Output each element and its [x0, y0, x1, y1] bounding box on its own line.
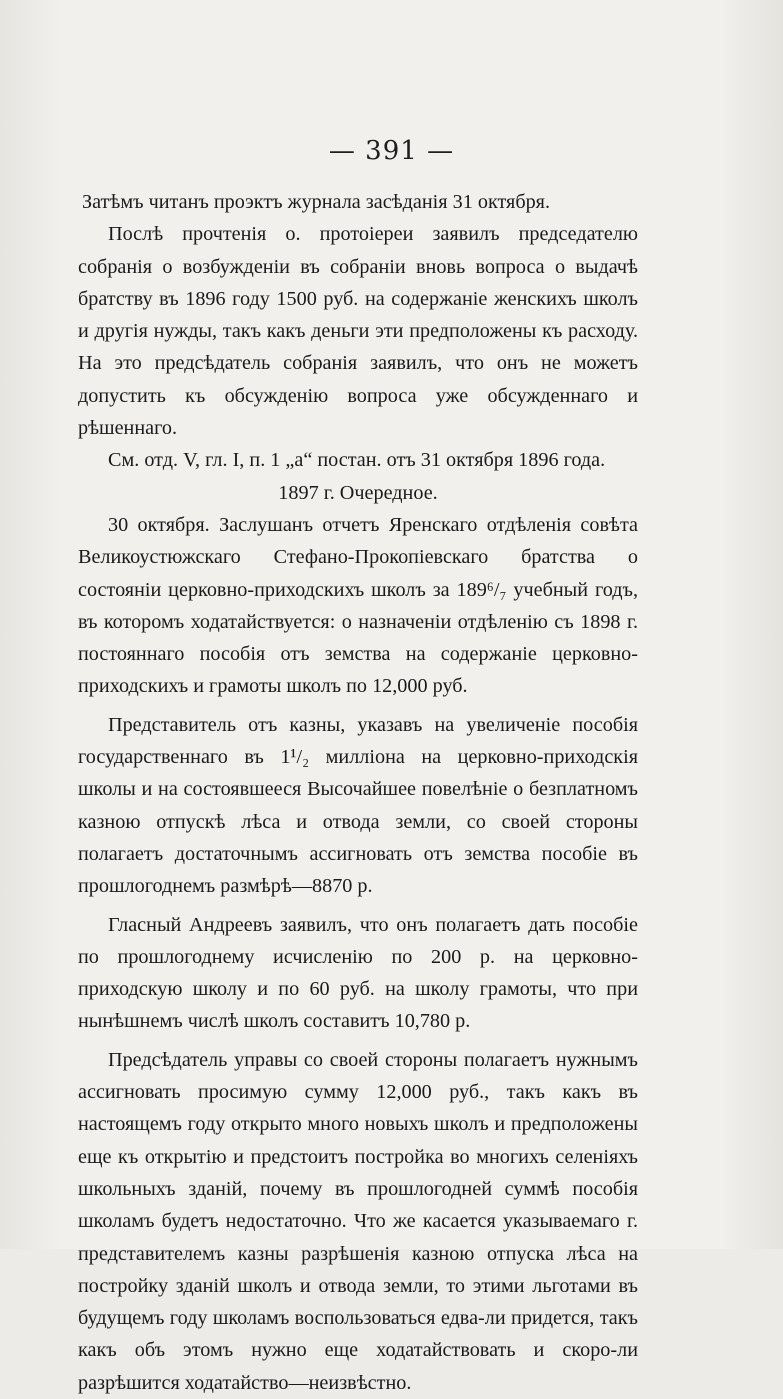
paragraph-yarensk-report: 30 октября. Заслушанъ отчетъ Яренскаго отдѣленія совѣта Великоустюжскаго Стефано-Прокопіевскаго братства о состояніи церковно-приходскихъ школъ за 189⁶/₇ учебный годъ, въ которомъ ходатайствуется: о назначеніи отдѣленію съ 1898 г. постояннаго пособія отъ земства на содержаніе церковно-приходскихъ и грамоты школъ по 12,000 руб.	[78, 513, 638, 698]
paragraph-andreev-statement: Гласный Андреевъ заявилъ, что онъ полагаетъ дать пособіе по прошлогоднему исчисленію по 200 р. на церковно-приходскую школу и по 60 руб. на школу грамоты, что при нынѣшнемъ числѣ школъ составитъ 10,780 р.	[78, 913, 638, 1033]
paragraph-archpriest-statement: Послѣ прочтенія о. протоіереи заявилъ председателю собранія о возбужденіи въ собраніи вновь вопроса о выдачѣ братству въ 1896 году 1500 руб. на содержаніе женскихъ школъ и другія нужды, такъ какъ деньги эти предположены къ расходу. На это предсѣдатель собранія заявилъ, что онъ не можетъ допустить къ обсужденію вопроса уже обсужденнаго и рѣшеннаго.	[78, 223, 638, 440]
paragraph-treasury-representative: Представитель отъ казны, указавъ на увеличеніе пособія государственнаго въ 1¹/₂ милліона на церковно-приходскія школы и на состоявшееся Высочайшее повелѣніе о безплатномъ казною отпускѣ лѣса и отвода земли, со своей стороны полагаетъ достаточнымъ ассигновать отъ земства пособіе въ прошлогоднемъ размѣрѣ—8870 р.	[78, 713, 638, 898]
paragraph-board-chairman: Предсѣдатель управы со своей стороны полагаетъ нужнымъ ассигновать просимую сумму 12,000 руб., такъ какъ въ настоящемъ году открыто много новыхъ школъ и предположены еще къ открытію и предстоитъ постройка во многихъ селеніяхъ школьныхъ зданій, почему въ прошлогодней суммѣ пособія школамъ будетъ недостаточно. Что же касается указываемаго г. представителемъ казны разрѣшенія казною отпуска лѣса на постройку зданій школъ и отвода земли, то этими льготами въ будущемъ году школамъ воспользоваться едва-ли придется, такъ какъ объ этомъ нужно еще ходатайствовать и скоро-ли разрѣшится ходатайство—неизвѣстно.	[78, 1048, 638, 1394]
page-number: — 391 —	[328, 136, 455, 166]
section-heading: 1897 г. Очередное.	[278, 481, 438, 504]
page-text	[78, 186, 638, 1399]
paragraph-reference: См. отд. V, гл. I, п. 1 „а“ постан. отъ 31 октября 1896 года.	[108, 449, 606, 472]
paragraph-reading-of-journal: Затѣмъ читанъ проэктъ журнала засѣданія 31 октября.	[82, 191, 551, 213]
